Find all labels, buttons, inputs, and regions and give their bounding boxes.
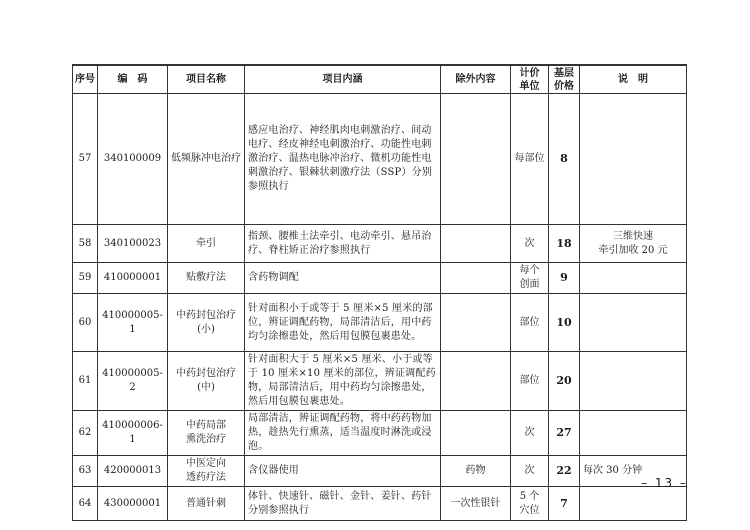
cell-code: 410000001 bbox=[98, 263, 168, 294]
cell-seq: 61 bbox=[73, 352, 98, 411]
header-unit: 计价 单位 bbox=[511, 65, 549, 94]
cell-content: 含仪器使用 bbox=[245, 456, 441, 487]
cell-code: 410000005-2 bbox=[98, 352, 168, 411]
fee-table bbox=[72, 64, 687, 521]
cell-content: 感应电治疗、神经肌肉电刺激治疗、间动电疗、经皮神经电刺激治疗、功能性电刺激治疗、温热电脉冲治疗、微机功能性电刺激治疗、银棘状刺激疗法（SSP）分别参照执行 bbox=[245, 94, 441, 225]
cell-unit: 部位 bbox=[511, 352, 549, 411]
cell-seq: 57 bbox=[73, 94, 98, 225]
cell-price: 18 bbox=[549, 225, 580, 263]
cell-name: 普通针刺 bbox=[168, 487, 245, 521]
cell-note bbox=[580, 294, 687, 352]
cell-content: 针对面积小于或等于 5 厘米×5 厘米的部位，辨证调配药物，局部清洁后，用中药均匀涂擦患处，然后用包膜包裹患处。 bbox=[245, 294, 441, 352]
cell-note bbox=[580, 352, 687, 411]
cell-content: 指颈、腰椎土法牵引、电动牵引、悬吊治疗、脊柱矫正治疗参照执行 bbox=[245, 225, 441, 263]
cell-price: 10 bbox=[549, 294, 580, 352]
header-name: 项目名称 bbox=[168, 65, 245, 94]
cell-seq: 64 bbox=[73, 487, 98, 521]
table-row bbox=[73, 456, 687, 487]
cell-seq: 60 bbox=[73, 294, 98, 352]
cell-note bbox=[580, 263, 687, 294]
cell-seq: 63 bbox=[73, 456, 98, 487]
cell-content: 局部清洁，辨证调配药物，将中药药物加热，趁热先行熏蒸，适当温度时淋洗或浸泡。 bbox=[245, 411, 441, 456]
header-note: 说 明 bbox=[580, 65, 687, 94]
cell-name: 中药局部 熏洗治疗 bbox=[168, 411, 245, 456]
cell-code: 410000006-1 bbox=[98, 411, 168, 456]
cell-name: 中药封包治疗(小) bbox=[168, 294, 245, 352]
cell-code: 340100009 bbox=[98, 94, 168, 225]
cell-price: 9 bbox=[549, 263, 580, 294]
header-seq: 序号 bbox=[73, 65, 98, 94]
cell-except: 一次性银针 bbox=[441, 487, 511, 521]
header-price: 基层 价格 bbox=[549, 65, 580, 94]
cell-unit: 部位 bbox=[511, 294, 549, 352]
cell-seq: 59 bbox=[73, 263, 98, 294]
cell-except bbox=[441, 411, 511, 456]
cell-name: 牵引 bbox=[168, 225, 245, 263]
header-row bbox=[73, 65, 687, 94]
table-row bbox=[73, 487, 687, 521]
header-except: 除外内容 bbox=[441, 65, 511, 94]
cell-price: 22 bbox=[549, 456, 580, 487]
cell-note bbox=[580, 94, 687, 225]
cell-price: 27 bbox=[549, 411, 580, 456]
table-row bbox=[73, 94, 687, 225]
cell-code: 410000005-1 bbox=[98, 294, 168, 352]
cell-except bbox=[441, 352, 511, 411]
page-number: – 13 – bbox=[641, 476, 688, 490]
cell-seq: 62 bbox=[73, 411, 98, 456]
cell-except bbox=[441, 225, 511, 263]
cell-content: 针对面积大于 5 厘米×5 厘米、小于或等于 10 厘米×10 厘米的部位，辨证调配药物，局部清洁后，用中药均匀涂擦患处，然后用包膜包裹患处。 bbox=[245, 352, 441, 411]
cell-unit: 每部位 bbox=[511, 94, 549, 225]
cell-name: 中药封包治疗(中) bbox=[168, 352, 245, 411]
cell-name: 低频脉冲电治疗 bbox=[168, 94, 245, 225]
cell-price: 20 bbox=[549, 352, 580, 411]
table-row bbox=[73, 411, 687, 456]
cell-except bbox=[441, 94, 511, 225]
cell-price: 8 bbox=[549, 94, 580, 225]
cell-name: 中医定向 透药疗法 bbox=[168, 456, 245, 487]
cell-note: 三维快速 牵引加收 20 元 bbox=[580, 225, 687, 263]
cell-unit: 每个 创面 bbox=[511, 263, 549, 294]
cell-code: 420000013 bbox=[98, 456, 168, 487]
cell-content: 含药物调配 bbox=[245, 263, 441, 294]
cell-note bbox=[580, 487, 687, 521]
cell-except: 药物 bbox=[441, 456, 511, 487]
cell-name: 贴敷疗法 bbox=[168, 263, 245, 294]
header-content: 项目内涵 bbox=[245, 65, 441, 94]
cell-unit: 次 bbox=[511, 225, 549, 263]
table-row bbox=[73, 294, 687, 352]
cell-seq: 58 bbox=[73, 225, 98, 263]
cell-unit: 次 bbox=[511, 411, 549, 456]
cell-content: 体针、快速针、磁针、金针、姜针、药针分别参照执行 bbox=[245, 487, 441, 521]
cell-code: 430000001 bbox=[98, 487, 168, 521]
table-row bbox=[73, 352, 687, 411]
cell-code: 340100023 bbox=[98, 225, 168, 263]
cell-note: 每次 30 分钟 bbox=[580, 456, 687, 487]
cell-unit: 次 bbox=[511, 456, 549, 487]
cell-note bbox=[580, 411, 687, 456]
cell-price: 7 bbox=[549, 487, 580, 521]
table-body bbox=[73, 94, 687, 521]
table-row bbox=[73, 263, 687, 294]
cell-unit: 5 个 穴位 bbox=[511, 487, 549, 521]
cell-except bbox=[441, 294, 511, 352]
table-row bbox=[73, 225, 687, 263]
header-code: 编 码 bbox=[98, 65, 168, 94]
cell-except bbox=[441, 263, 511, 294]
